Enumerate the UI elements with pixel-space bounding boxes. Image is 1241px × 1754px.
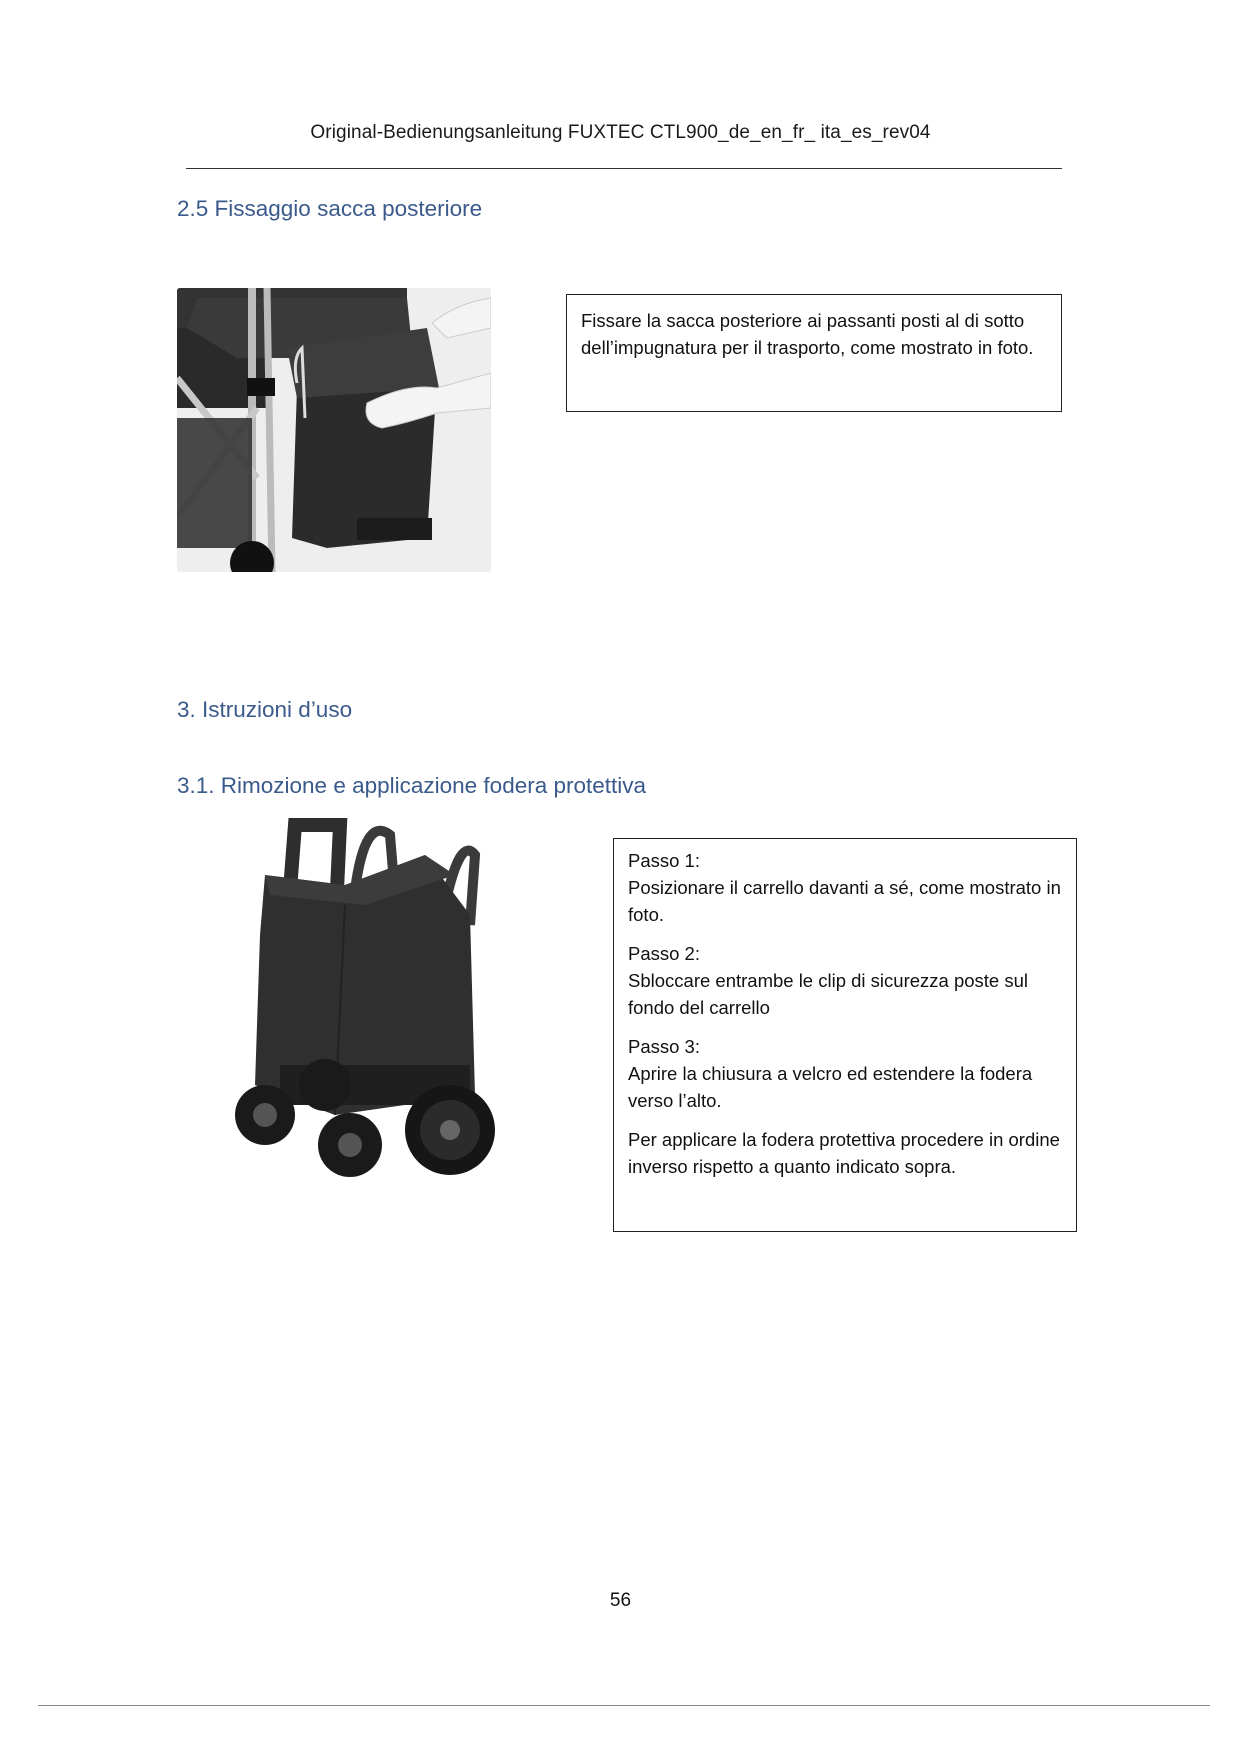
step-2	[628, 940, 1062, 1021]
step-2-label: Passo 2:	[628, 943, 700, 964]
liner-instruction-box	[613, 838, 1077, 1232]
folded-wagon-photo	[225, 815, 515, 1185]
section-2-5-title: 2.5 Fissaggio sacca posteriore	[177, 196, 483, 221]
section-3-title: 3. Istruzioni d’uso	[177, 697, 353, 722]
folded-wagon-illustration	[225, 815, 515, 1185]
section-3-1-title: 3.1. Rimozione e applicazione fodera protettiva	[177, 773, 647, 798]
rear-bag-instruction-text: Fissare la sacca posteriore ai passanti posti al di sotto dell’impugnatura per il trasporto, come mostrato in foto.	[581, 310, 1034, 358]
step-3	[628, 1033, 1062, 1114]
page-number: 56	[609, 1590, 632, 1611]
closing-instruction: Per applicare la fodera protettiva procedere in ordine inverso rispetto a quanto indicato sopra.	[628, 1129, 1060, 1177]
step-1-text: Posizionare il carrello davanti a sé, come mostrato in foto.	[628, 877, 1061, 925]
wagon-rear-bag-photo	[177, 288, 491, 572]
step-2-text: Sbloccare entrambe le clip di sicurezza poste sul fondo del carrello	[628, 970, 1028, 1018]
step-3-label: Passo 3:	[628, 1036, 700, 1057]
step-3-text: Aprire la chiusura a velcro ed estendere la fodera verso l’alto.	[628, 1063, 1033, 1111]
header-divider	[186, 168, 1062, 169]
footer-divider	[38, 1705, 1210, 1706]
wagon-rear-bag-illustration	[177, 288, 491, 572]
rear-bag-instruction-box	[566, 294, 1062, 412]
document-header: Original-Bedienungsanleitung FUXTEC CTL900_de_en_fr_ ita_es_rev04	[310, 122, 931, 143]
step-1	[628, 847, 1062, 928]
step-1-label: Passo 1:	[628, 850, 700, 871]
